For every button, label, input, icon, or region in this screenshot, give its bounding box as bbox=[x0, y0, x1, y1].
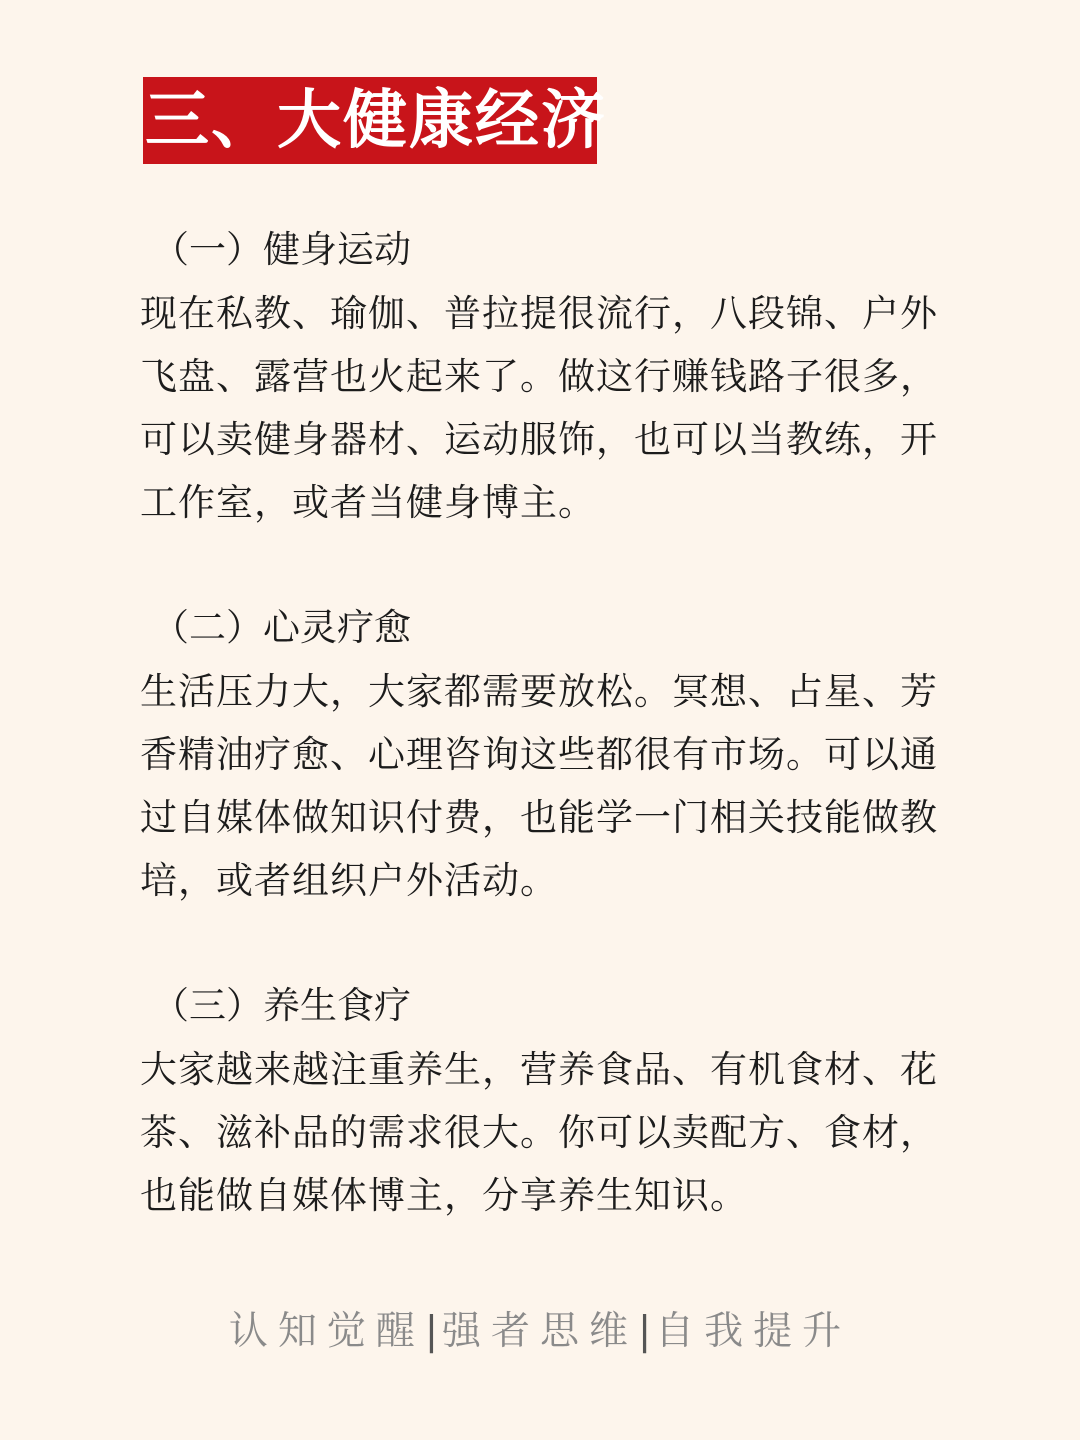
section-body: 大家越来越注重养生，营养食品、有机食材、花茶、滋补品的需求很大。你可以卖配方、食材，也能做自媒体博主，分享养生知识。 bbox=[140, 1048, 938, 1217]
footer-part-3: 自我提升 bbox=[655, 1309, 852, 1354]
footer-part-1: 认知觉醒 bbox=[228, 1309, 425, 1354]
section-heading: （三）养生食疗 bbox=[152, 984, 411, 1027]
section-healing bbox=[140, 606, 950, 912]
section-body: 生活压力大，大家都需要放松。冥想、占星、芳香精油疗愈、心理咨询这些都很有市场。可以通过自媒体做知识付费，也能学一门相关技能做教培，或者组织户外活动。 bbox=[140, 670, 938, 902]
section-fitness bbox=[140, 228, 950, 534]
footer-tagline bbox=[0, 1300, 1080, 1356]
footer-separator: | bbox=[424, 1309, 442, 1354]
footer-part-2: 强者思维 bbox=[441, 1309, 638, 1354]
page-title: 三、大健康经济 bbox=[145, 82, 607, 158]
footer-separator: | bbox=[638, 1309, 656, 1354]
title-banner bbox=[143, 77, 607, 164]
section-body: 现在私教、瑜伽、普拉提很流行，八段锦、户外飞盘、露营也火起来了。做这行赚钱路子很多，可以卖健身器材、运动服饰，也可以当教练，开工作室，或者当健身博主。 bbox=[140, 292, 938, 524]
section-diet bbox=[140, 984, 950, 1227]
section-heading: （二）心灵疗愈 bbox=[152, 606, 411, 649]
section-heading: （一）健身运动 bbox=[152, 228, 411, 271]
